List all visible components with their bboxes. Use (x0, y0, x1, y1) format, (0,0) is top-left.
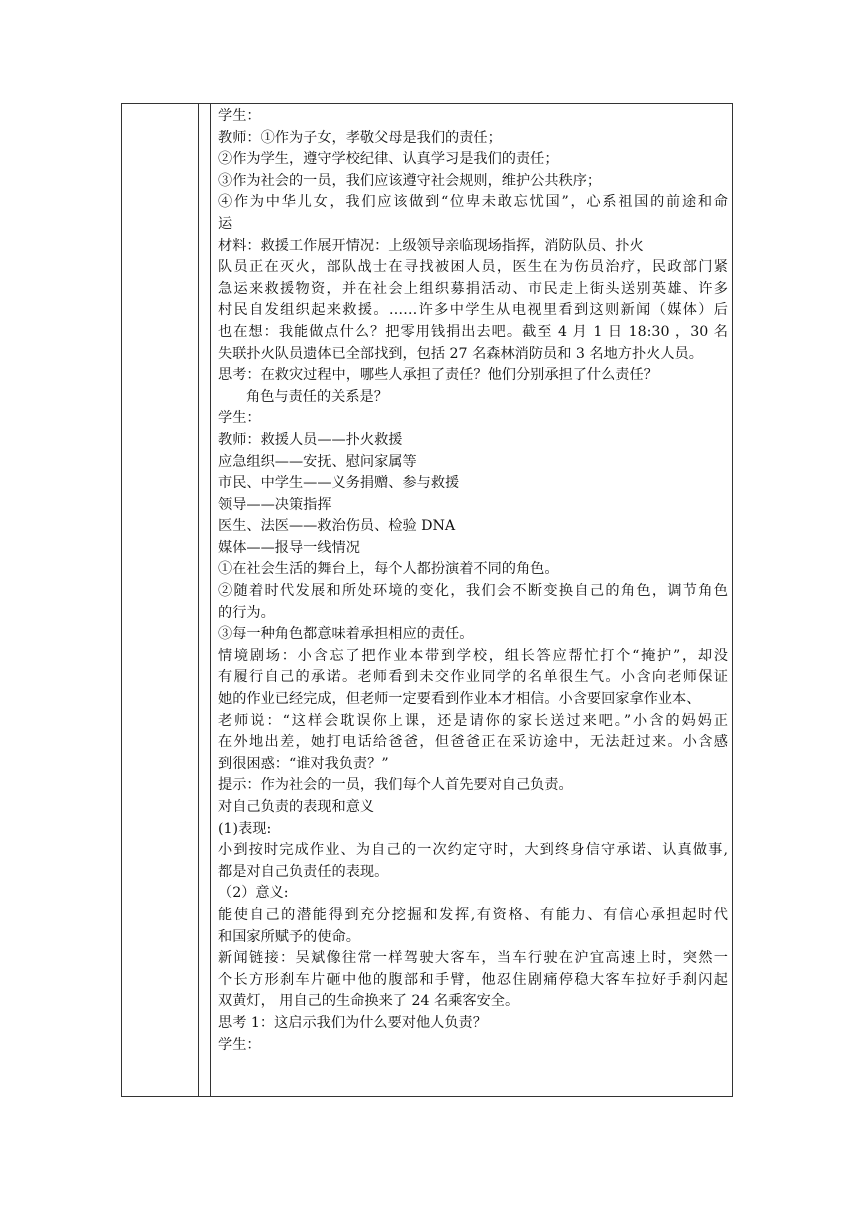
text-line: 应急组织——安抚、慰问家属等 (218, 453, 417, 470)
text-line: ②作为学生，遵守学校纪律、认真学习是我们的责任； (218, 151, 559, 168)
text-line: 领导——决策指挥 (218, 496, 332, 513)
text-line: 思考 1：这启示我们为什么要对他人负责？ (218, 1014, 487, 1031)
text-line: ③作为社会的一员，我们应该遵守社会规则，维护公共秩序； (218, 172, 602, 189)
text-line: 的行为。 (218, 604, 275, 621)
text-line: 到很困惑：“谁对我负责？” (218, 755, 389, 772)
text-line: 材料：救援工作展开情况：上级领导亲临现场指挥，消防队员、扑火 (218, 237, 644, 254)
column-divider (198, 104, 199, 1096)
text-line: 医生、法医——救治伤员、检验 DNA (218, 518, 456, 535)
text-line: 在外地出差，她打电话给爸爸，但爸爸正在采访途中，无法赶过来。小含感 (218, 734, 728, 751)
text-line: 有履行自己的承诺。老师看到未交作业同学的名单很生气。小含向老师保证 (218, 669, 728, 686)
text-line: 和国家所赋予的使命。 (218, 928, 360, 945)
text-line: ①在社会生活的舞台上，每个人都扮演着不同的角色。 (218, 561, 559, 578)
text-line: 她的作业已经完成，但老师一定要看到作业本才相信。小含要回家拿作业本、 (218, 691, 701, 708)
text-line: 双黄灯， 用自己的生命换来了 24 名乘客安全。 (218, 993, 520, 1010)
text-line: 村民自发组织起来救援。……许多中学生从电视里看到这则新闻（媒体）后 (218, 302, 728, 319)
lesson-table (121, 103, 733, 1097)
text-line: 也在想：我能做点什么？把零用钱捐出去吧。截至 4 月 1 日 18:30 ，30 名 (218, 323, 728, 340)
text-line: ④作为中华儿女，我们应该做到“位卑未敢忘忧国”，心系祖国的前途和命 (218, 194, 728, 211)
text-line: 学生： (218, 410, 261, 427)
text-line: 教师：①作为子女，孝敬父母是我们的责任； (218, 129, 502, 146)
text-line: 都是对自己负责任的表现。 (218, 863, 389, 880)
text-line: 提示：作为社会的一员，我们每个人首先要对自己负责。 (218, 777, 573, 794)
text-line: （2）意义: (218, 885, 289, 902)
lesson-content (218, 106, 728, 1056)
text-line: 能使自己的潜能得到充分挖掘和发挥,有资格、有能力、有信心承担起时代 (218, 906, 728, 923)
text-line: 情境剧场：小含忘了把作业本带到学校，组长答应帮忙打个“掩护”，却没 (218, 647, 728, 664)
text-line: 老师说：“这样会耽误你上课，还是请你的家长送过来吧。”小含的妈妈正 (218, 712, 728, 729)
text-line: 思考：在救灾过程中，哪些人承担了责任？他们分别承担了什么责任？ (218, 367, 658, 384)
text-line: 运 (218, 215, 233, 232)
column-divider (210, 104, 211, 1096)
text-line: 新闻链接：吴斌像往常一样驾驶大客车，当车行驶在沪宜高速上时，突然一 (218, 950, 728, 967)
text-line: ②随着时代发展和所处环境的变化，我们会不断变换自己的角色，调节角色 (218, 583, 728, 600)
text-line: 失联扑火队员遗体已全部找到，包括 27 名森林消防员和 3 名地方扑火人员。 (218, 345, 703, 362)
text-line: 对自己负责的表现和意义 (218, 799, 375, 815)
text-line: 急运来救援物资，并在社会上组织募捐活动、市民走上街头送别英雄、许多 (218, 280, 728, 297)
text-line: 教师：救援人员——扑火救援 (218, 431, 403, 448)
text-line: 个长方形刹车片砸中他的腹部和手臂，他忍住剧痛停稳大客车拉好手刹闪起 (218, 971, 728, 988)
text-line: 媒体——报导一线情况 (218, 539, 360, 556)
text-line: 学生： (218, 1036, 261, 1053)
text-line: 小到按时完成作业、为自己的一次约定守时，大到终身信守承诺、认真做事, (218, 842, 728, 859)
text-line: 角色与责任的关系是？ (246, 388, 388, 405)
text-line: 队员正在灭火，部队战士在寻找被困人员，医生在为伤员治疗，民政部门紧 (218, 259, 728, 276)
text-line: ③每一种角色都意味着承担相应的责任。 (218, 626, 474, 643)
text-line: 学生： (218, 108, 261, 124)
text-line: 市民、中学生——义务捐赠、参与救援 (218, 475, 460, 492)
text-line: (1)表现: (218, 820, 272, 837)
